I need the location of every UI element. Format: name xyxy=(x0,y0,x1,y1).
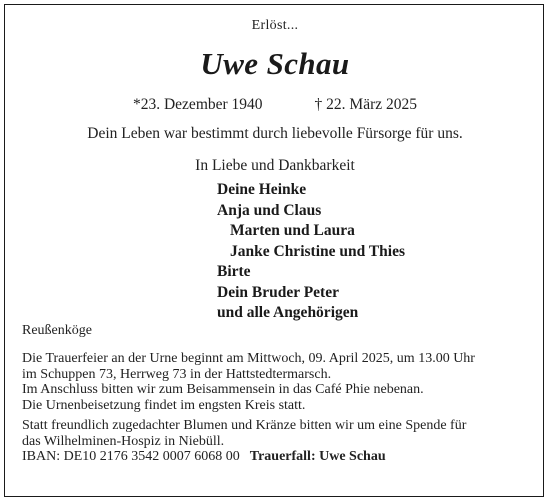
intro-text: Erlöst... xyxy=(251,18,299,33)
iban-text: IBAN: DE10 2176 3542 0007 6068 00 xyxy=(22,449,240,464)
mourner-line: Birte xyxy=(217,263,251,280)
love-text: In Liebe und Dankbarkeit xyxy=(195,157,355,174)
mourner-line: Marten und Laura xyxy=(230,222,355,239)
mourner-line: und alle Angehörigen xyxy=(217,304,359,321)
deceased-name: Uwe Schau xyxy=(200,46,350,81)
motto-text: Dein Leben war bestimmt durch liebevolle Fürsorge für uns. xyxy=(87,125,463,142)
donation-line: Statt freundlich zugedachter Blumen und Kränze bitten wir um eine Spende für xyxy=(22,418,467,433)
death-date: † 22. März 2025 xyxy=(314,96,417,113)
notice-line: Die Trauerfeier an der Urne beginnt am Mittwoch, 09. April 2025, um 13.00 Uhr xyxy=(22,351,475,366)
mourner-line: Dein Bruder Peter xyxy=(217,283,339,301)
mourner-line: Deine Heinke xyxy=(217,181,307,198)
life-dates xyxy=(0,96,550,114)
bank-line xyxy=(22,449,538,465)
donation-line: das Wilhelminen-Hospiz in Niebüll. xyxy=(22,433,225,449)
mourner-line: Anja und Claus xyxy=(217,201,322,219)
notice-line: Im Anschluss bitten wir zum Beisammensein in das Café Phie nebenan. xyxy=(22,382,424,397)
place-name: Reußenköge xyxy=(22,323,92,338)
reference-text: Trauerfall: Uwe Schau xyxy=(249,449,386,464)
funeral-notice xyxy=(22,351,538,465)
mourner-line: Janke Christine und Thies xyxy=(230,242,406,260)
notice-line: Die Urnenbeisetzung findet im engsten Kreis statt. xyxy=(22,397,306,413)
mourners-list xyxy=(217,180,405,324)
notice-line: im Schuppen 73, Herrweg 73 in der Hattstedtermarsch. xyxy=(22,366,332,382)
birth-date: *23. Dezember 1940 xyxy=(132,96,263,113)
